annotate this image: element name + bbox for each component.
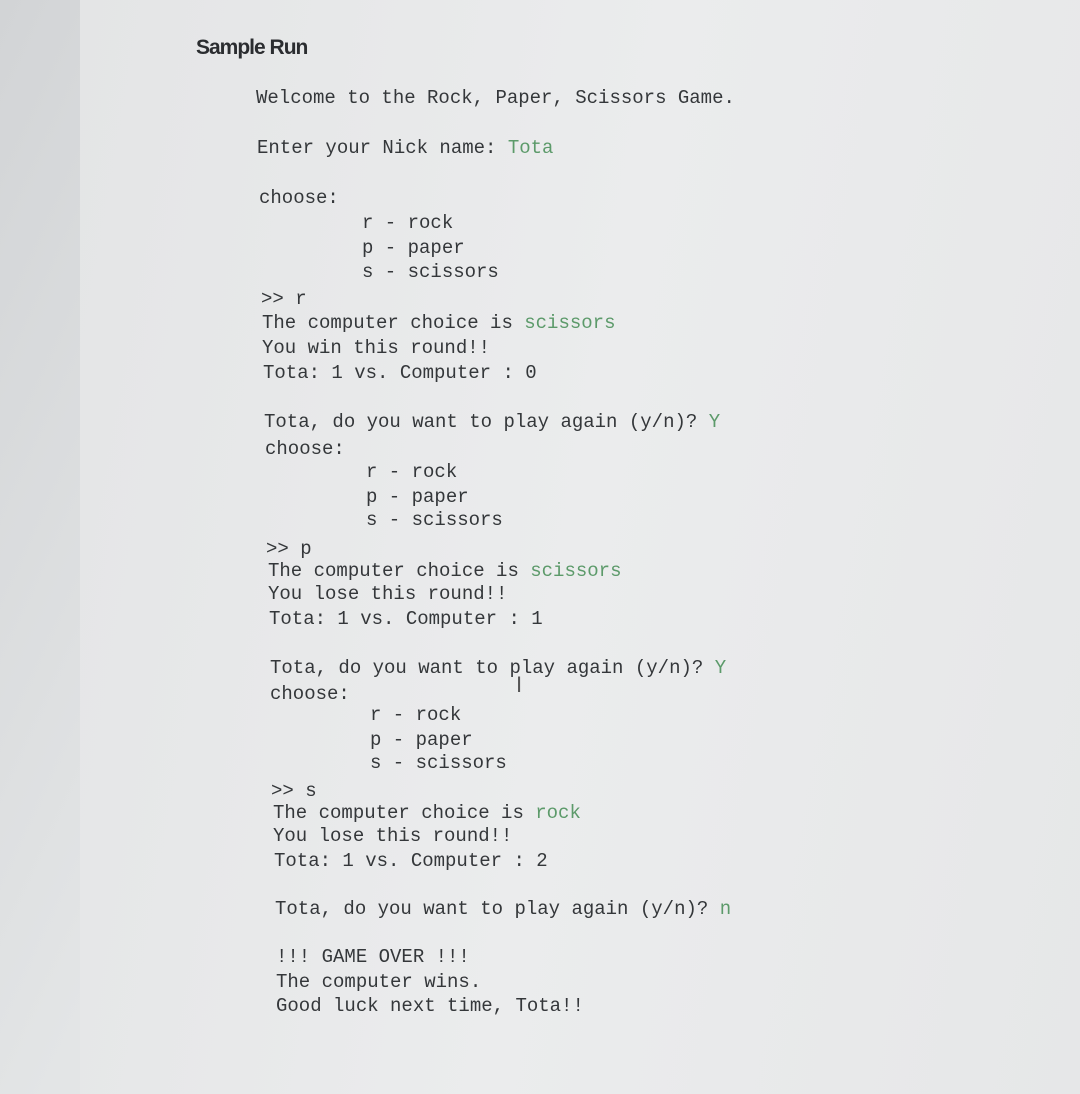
round-2-score: Tota: 1 vs. Computer : 1 [269, 608, 543, 630]
round-1-score: Tota: 1 vs. Computer : 0 [263, 362, 537, 384]
round-3-play-again: Tota, do you want to play again (y/n)? n [275, 898, 732, 920]
nick-name-value: Tota [507, 137, 554, 159]
choose-label: choose: [270, 683, 350, 705]
round-1-play-again: Tota, do you want to play again (y/n)? Y [264, 411, 721, 433]
round-3-input: >> s [271, 780, 317, 802]
round-2-result: You lose this round!! [268, 583, 508, 605]
round-3-result: You lose this round!! [273, 825, 513, 847]
text-cursor-icon: I [516, 672, 523, 697]
menu-option-scissors: s - scissors [370, 752, 507, 774]
round-3-score: Tota: 1 vs. Computer : 2 [274, 850, 548, 872]
menu-option-paper: p - paper [370, 729, 473, 751]
menu-option-rock: r - rock [366, 461, 458, 483]
round-2-computer-choice: The computer choice is scissors [268, 560, 622, 582]
section-heading: Sample Run [196, 36, 308, 59]
menu-option-rock: r - rock [370, 704, 462, 726]
round-2-input: >> p [266, 538, 312, 560]
menu-option-paper: p - paper [366, 486, 469, 508]
choose-label: choose: [265, 438, 345, 460]
goodbye-line: Good luck next time, Tota!! [276, 995, 584, 1017]
round-3-computer-choice: The computer choice is rock [273, 802, 581, 824]
menu-option-paper: p - paper [362, 237, 465, 259]
nick-name-line: Enter your Nick name: Tota [257, 137, 554, 159]
choose-label: choose: [259, 187, 339, 209]
menu-option-scissors: s - scissors [362, 261, 499, 283]
round-1-computer-choice: The computer choice is scissors [262, 312, 616, 334]
round-1-input: >> r [261, 288, 307, 310]
round-2-play-again: Tota, do you want to play again (y/n)? Y [270, 657, 727, 679]
round-1-result: You win this round!! [262, 337, 491, 359]
document-page [80, 0, 1080, 1094]
welcome-line: Welcome to the Rock, Paper, Scissors Game. [256, 87, 735, 109]
menu-option-rock: r - rock [362, 212, 454, 234]
menu-option-scissors: s - scissors [366, 509, 503, 531]
game-over-line: !!! GAME OVER !!! [276, 946, 470, 968]
winner-line: The computer wins. [276, 971, 482, 993]
